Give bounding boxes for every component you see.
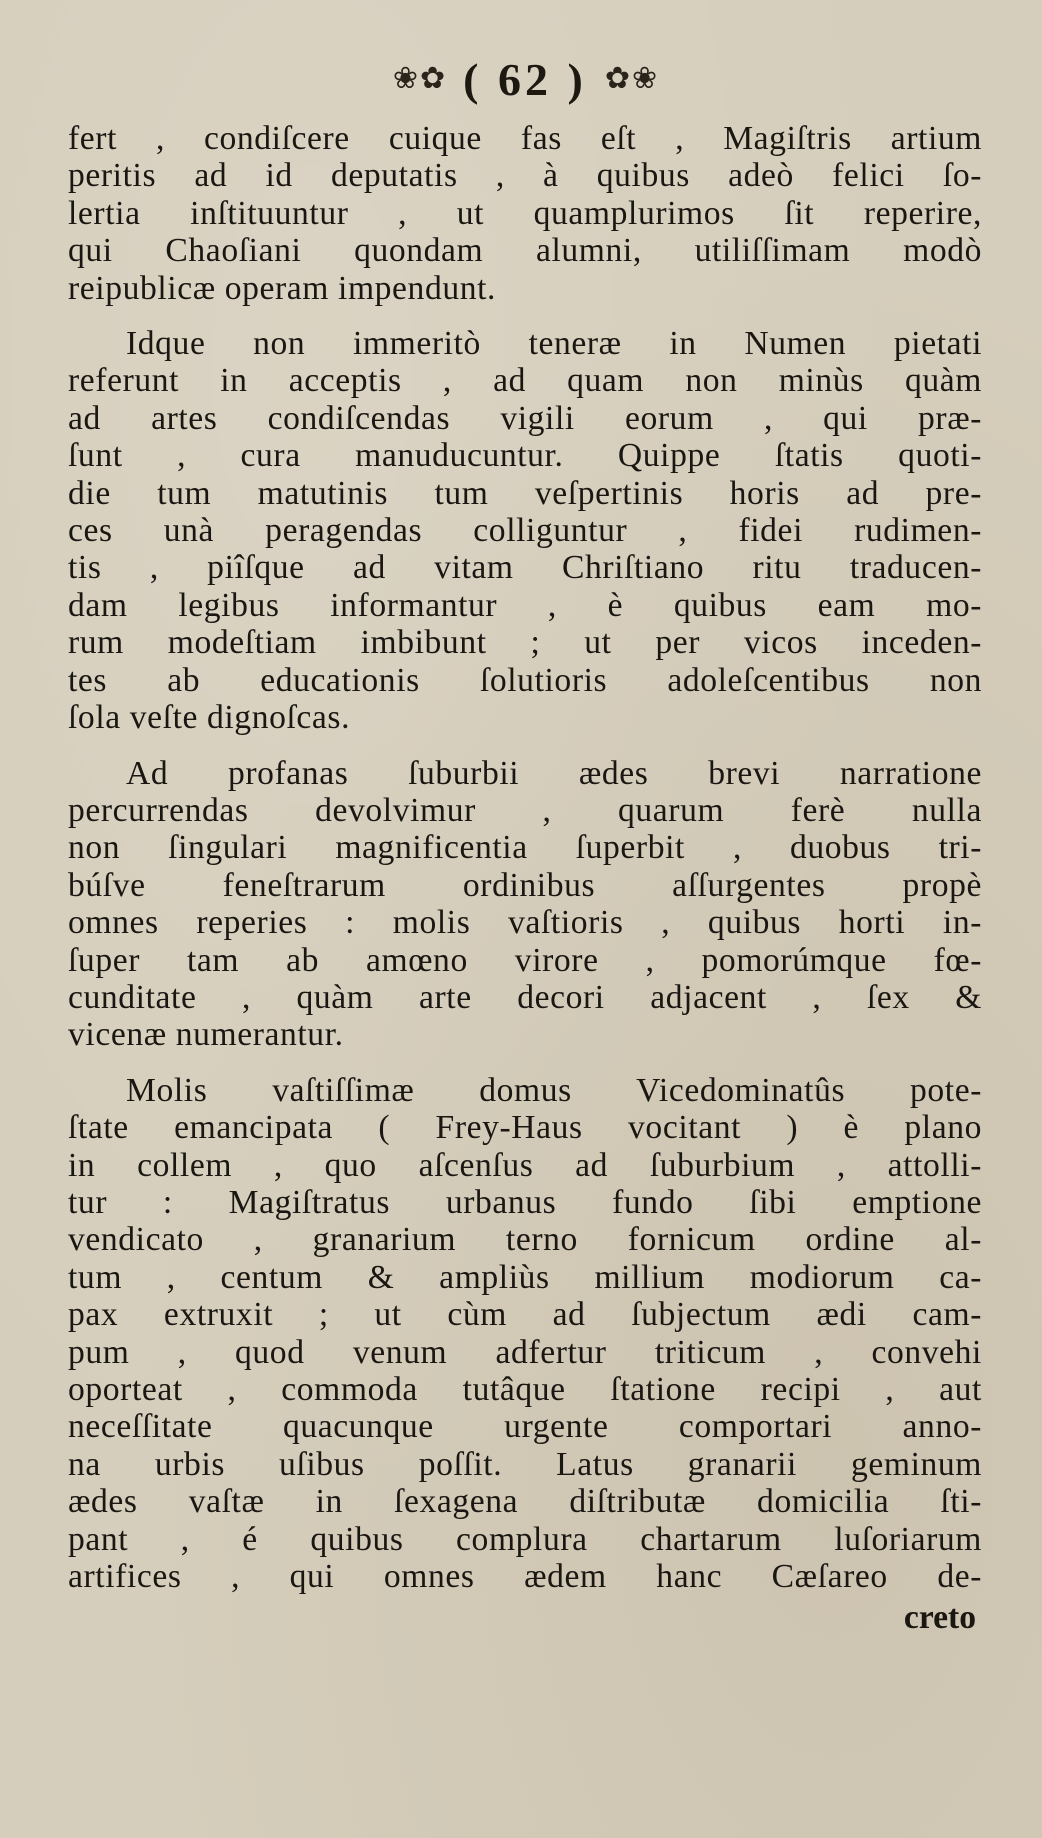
text-line: pax extruxit ; ut cùm ad ſubjectum ædi cam- (68, 1296, 982, 1334)
text-line: neceſſitate quacunque urgente comportari anno- (68, 1408, 982, 1446)
text-line: búſve feneſtrarum ordinibus aſſurgentes propè (68, 866, 982, 904)
text-line: ſtate emancipata ( Frey-Haus vocitant ) è plano (68, 1109, 982, 1147)
text-line: die tum matutinis tum veſpertinis horis ad pre- (68, 474, 982, 512)
text-line: vicenæ numerantur. (68, 1016, 344, 1054)
text-line: percurrendas devolvimur , quarum ferè nulla (68, 791, 982, 829)
text-line: in collem , quo aſcenſus ad ſuburbium , attolli- (68, 1146, 982, 1184)
text-line: reipublicæ operam impendunt. (68, 269, 497, 307)
text-line: omnes reperies : molis vaſtioris , quibus horti in- (68, 904, 982, 942)
text-line: pum , quod venum adfertur triticum , convehi (68, 1333, 982, 1371)
text-line: ces unà peragendas colliguntur , fidei rudimen- (68, 512, 982, 550)
catchword: creto (903, 1599, 976, 1637)
text-line: ſunt , cura manuducuntur. Quippe ſtatis quoti- (68, 437, 982, 475)
text-line: vendicato , granarium terno fornicum ordine al- (68, 1221, 982, 1259)
text-line: tes ab educationis ſolutioris adoleſcentibus non (68, 661, 982, 699)
text-line: na urbis uſibus poſſit. Latus granarii geminum (68, 1445, 982, 1483)
text-line: ædes vaſtæ in ſexagena diſtributæ domicilia ſti- (68, 1483, 982, 1521)
text-line: tur : Magiſtratus urbanus fundo ſibi emptione (68, 1183, 982, 1221)
text-line: qui Chaoſiani quondam alumni, utiliſſimam modò (68, 232, 982, 270)
running-head (68, 44, 982, 114)
text-line: ſuper tam ab amœno virore , pomorúmque fœ- (68, 941, 982, 979)
text-line: tis , piîſque ad vitam Chriſtiano ritu traducen- (68, 549, 982, 587)
body-text (68, 120, 982, 1595)
text-line: rum modeſtiam imbibunt ; ut per vicos inceden- (68, 624, 982, 662)
text-line: artifices , qui omnes ædem hanc Cæſareo de- (68, 1558, 982, 1596)
text-line: non ſingulari magnificentia ſuperbit , duobus tri- (68, 829, 982, 867)
page-number: ( 62 ) (463, 53, 587, 105)
text-line: lertia inſtituuntur , ut quamplurimos ſit reperire, (68, 194, 982, 232)
text-line: pant , é quibus complura chartarum luſoriarum (68, 1520, 982, 1558)
text-line: tum , centum & ampliùs millium modiorum ca- (68, 1258, 982, 1296)
text-line: dam legibus informantur , è quibus eam mo- (68, 586, 982, 624)
text-line: ſola veſte dignoſcas. (68, 699, 351, 737)
text-line: Molis vaſtiſſimæ domus Vicedominatûs pote- (126, 1071, 982, 1109)
text-line: Ad profanas ſuburbii ædes brevi narratione (126, 754, 982, 792)
ornament-right-icon: ✿ ❀ (604, 61, 658, 96)
text-line: oporteat , commoda tutâque ſtatione recipi , aut (68, 1371, 982, 1408)
text-line: Idque non immeritò teneræ in Numen pietati (126, 325, 982, 363)
text-line: cunditate , quàm arte decori adjacent , ſex & (68, 978, 982, 1016)
text-line: referunt in acceptis , ad quam non minùs quàm (68, 362, 982, 400)
text-line: ad artes condiſcendas vigili eorum , qui præ- (68, 399, 982, 437)
text-line: fert , condiſcere cuique fas eſt , Magiſtris artium (68, 120, 982, 157)
text-line: peritis ad id deputatis , à quibus adeò felici ſo- (68, 157, 982, 195)
ornament-left-icon: ❀ ✿ (392, 61, 446, 96)
